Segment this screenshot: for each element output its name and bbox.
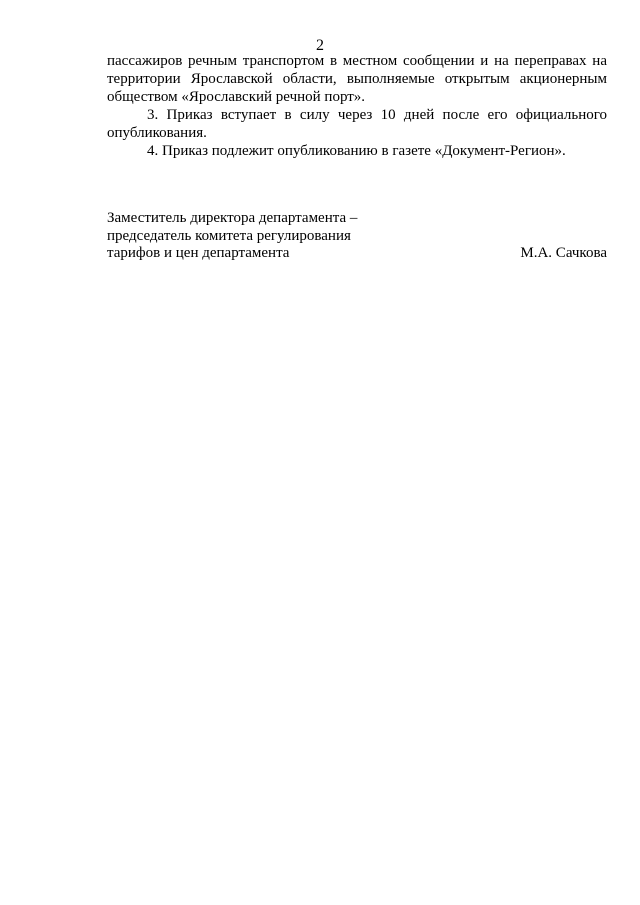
signatory-name: М.А. Сачкова <box>520 245 607 261</box>
paragraph-item-4: 4. Приказ подлежит опубликованию в газете «Документ-Регион». <box>147 143 566 159</box>
signatory-position-line-1: Заместитель директора департамента – <box>107 210 358 226</box>
paragraph-item-3: 3. Приказ вступает в силу через 10 дней после его официального опубликования. <box>107 107 607 141</box>
paragraph-continuation: пассажиров речным транспортом в местном сообщении и на переправах на территории Ярославской области, выполняемые открытым акционерным обществом «Ярославский речной порт». <box>107 53 607 105</box>
signatory-position-line-3: тарифов и цен департамента <box>107 245 290 261</box>
signature-block <box>107 210 607 263</box>
signature-final-row <box>107 245 607 263</box>
signatory-position-line-2: председатель комитета регулирования <box>107 227 351 244</box>
page-number: 2 <box>316 37 324 54</box>
document-body <box>107 52 607 160</box>
